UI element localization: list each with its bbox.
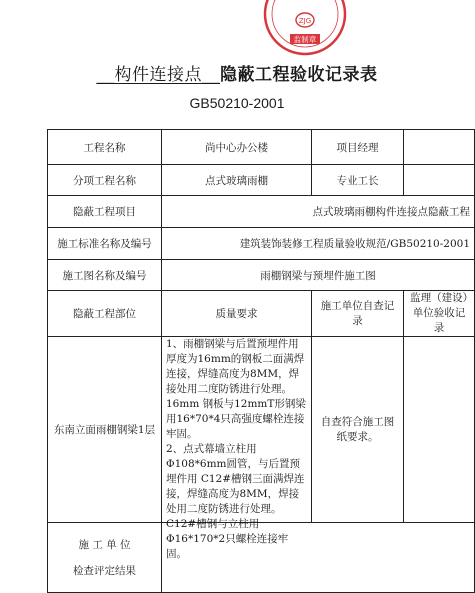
standard-value: 建筑装饰装修工程质量验收规范/GB50210-2001 (162, 228, 475, 260)
supervision-record (404, 337, 475, 523)
title-prefix: __构件连接点__ (96, 65, 220, 85)
standard-label: 施工标准名称及编号 (48, 228, 162, 260)
standard-code: GB50210-2001 (189, 95, 285, 111)
drawing-value: 雨棚钢梁与预埋件施工图 (162, 260, 475, 291)
foreman-label: 专业工长 (312, 165, 404, 196)
inspection-form (47, 129, 475, 593)
hidden-project-label: 隐蔽工程项目 (48, 196, 162, 228)
foreman-value (404, 165, 475, 196)
svg-text:监制章: 监制章 (293, 35, 317, 44)
official-seal (262, 0, 348, 60)
sub-project-value: 点式玻璃雨棚 (162, 165, 312, 196)
unit-evaluation-label: 施 工 单 位 检查评定结果 (48, 523, 162, 593)
document-title (0, 60, 474, 85)
title-main: 隐蔽工程验收记录表 (220, 65, 378, 85)
project-manager-label: 项目经理 (312, 130, 404, 165)
hidden-project-value: 点式玻璃雨棚构件连接点隐蔽工程 (162, 196, 475, 228)
drawing-label: 施工图名称及编号 (48, 260, 162, 291)
project-name-value: 尚中心办公楼 (162, 130, 312, 165)
project-name-label: 工程名称 (48, 130, 162, 165)
col-quality-header: 质量要求 (162, 291, 312, 337)
col-unit-check-header: 施工单位自查记录 (312, 291, 404, 337)
quality-requirements (162, 337, 312, 560)
sub-project-label: 分项工程名称 (48, 165, 162, 196)
col-supervision-header: 监理（建设）单位验收记录 (404, 291, 475, 337)
requirement-item: 1、雨棚钢梁与后置预埋件用厚度为16mm的钢板二面满焊连接，焊缝高度为8MM，焊接处用二度防锈进行处理。16mm 钢板与12mmT形钢梁用16*70*4只高强度螺栓连接牢固。 (166, 338, 306, 440)
requirement-item: 2、点式幕墙立柱用Φ108*6mm圆管，与后置预埋件用 C12#槽钢三面满焊连接，焊缝高度为8MM，焊接处用二度防锈进行处理。C12#槽钢与立柱用 Φ16*170*2只螺栓连接牢固。 (166, 443, 305, 560)
col-part-header: 隐蔽工程部位 (48, 291, 162, 337)
inspected-part: 东南立面雨棚钢梁1层 (48, 337, 162, 523)
project-manager-value (404, 130, 475, 165)
svg-text:ZJG: ZJG (298, 17, 312, 25)
unit-check-record: 自查符合施工图纸要求。 (312, 337, 404, 523)
